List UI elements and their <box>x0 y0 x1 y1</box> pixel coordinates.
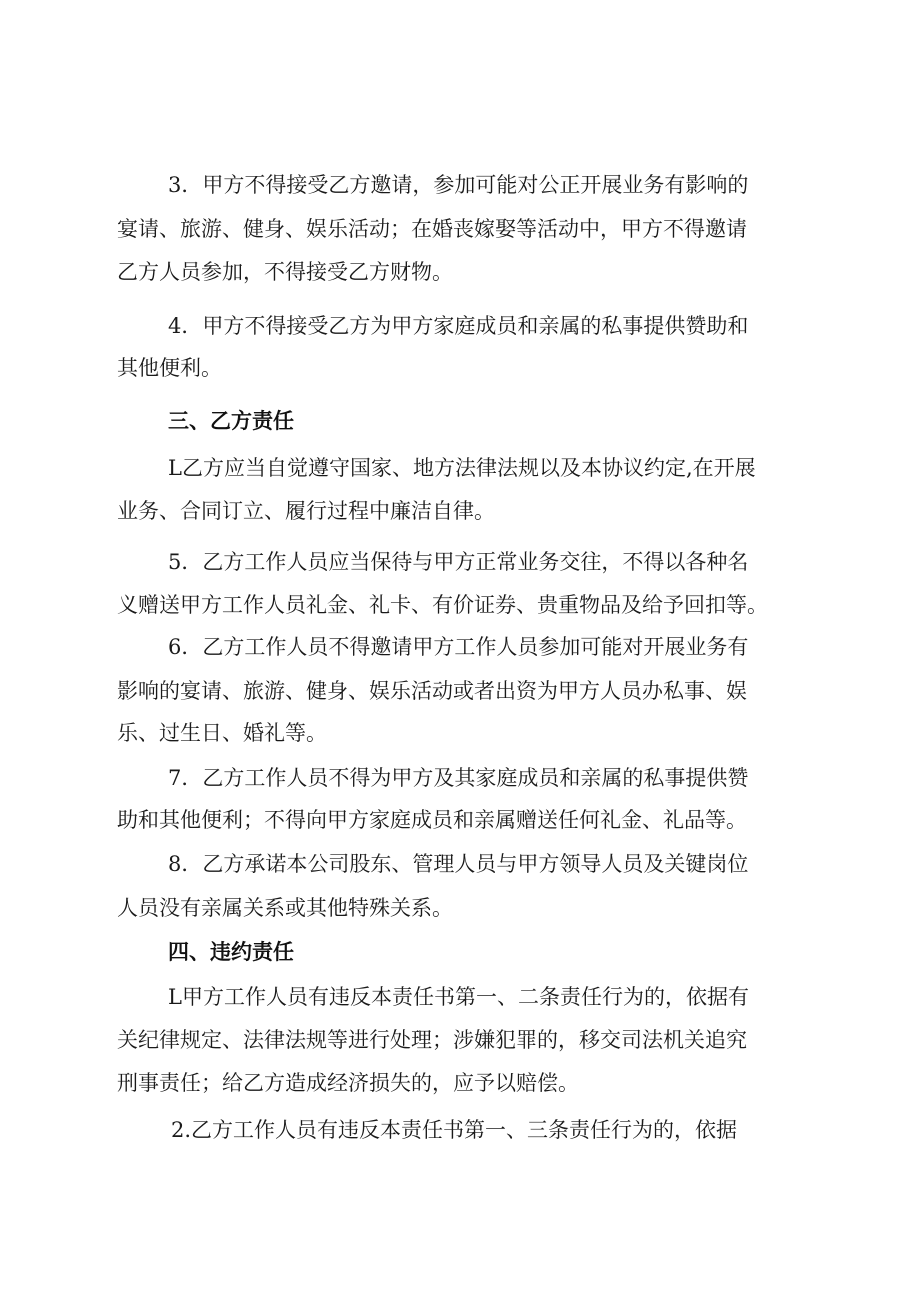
section-heading-breach-liability: 四、违约责任 <box>168 940 294 964</box>
breach-clause-1-line-3: 刑事责任；给乙方造成经济损失的，应予以赔偿。 <box>117 1071 579 1095</box>
clause-7-line-2: 助和其他便利；不得向甲方家庭成员和亲属赠送任何礼金、礼品等。 <box>117 808 747 832</box>
clause-7-line-1: 7．乙方工作人员不得为甲方及其家庭成员和亲属的私事提供赞 <box>168 766 749 790</box>
clause-3-line-2: 宴请、旅游、健身、娱乐活动；在婚丧嫁娶等活动中，甲方不得邀请 <box>117 217 747 241</box>
clause-8-line-1: 8．乙方承诺本公司股东、管理人员与甲方领导人员及关键岗位 <box>168 852 749 876</box>
breach-clause-1-line-1: L甲方工作人员有违反本责任书第一、二条责任行为的，依据有 <box>168 985 749 1009</box>
clause-3-line-1: 3．甲方不得接受乙方邀请，参加可能对公正开展业务有影响的 <box>168 173 749 197</box>
clause-6-line-2: 影响的宴请、旅游、健身、娱乐活动或者出资为甲方人员办私事、娱 <box>117 679 747 703</box>
party-b-clause-1-line-2: 业务、合同订立、履行过程中廉洁自律。 <box>117 499 495 523</box>
clause-8-line-2: 人员没有亲属关系或其他特殊关系。 <box>117 896 453 920</box>
clause-5-line-2: 义赠送甲方工作人员礼金、礼卡、有价证券、贵重物品及给予回扣等。 <box>117 593 768 617</box>
clause-3-line-3: 乙方人员参加，不得接受乙方财物。 <box>117 260 453 284</box>
clause-6-line-3: 乐、过生日、婚礼等。 <box>117 721 327 745</box>
party-b-clause-1-line-1: L乙方应当自觉遵守国家、地方法律法规以及本协议约定,在开展 <box>168 456 756 480</box>
section-heading-party-b-responsibility: 三、乙方责任 <box>168 409 294 433</box>
clause-4-line-2: 其他便利。 <box>117 356 222 380</box>
breach-clause-2-line-1: 2.乙方工作人员有违反本责任书第一、三条责任行为的，依据 <box>171 1118 738 1142</box>
breach-clause-1-line-2: 关纪律规定、法律法规等进行处理；涉嫌犯罪的，移交司法机关追究 <box>117 1028 747 1052</box>
clause-5-line-1: 5．乙方工作人员应当保待与甲方正常业务交往，不得以各种名 <box>168 550 749 574</box>
clause-6-line-1: 6．乙方工作人员不得邀请甲方工作人员参加可能对开展业务有 <box>168 635 749 659</box>
clause-4-line-1: 4．甲方不得接受乙方为甲方家庭成员和亲属的私事提供赞助和 <box>168 314 749 338</box>
